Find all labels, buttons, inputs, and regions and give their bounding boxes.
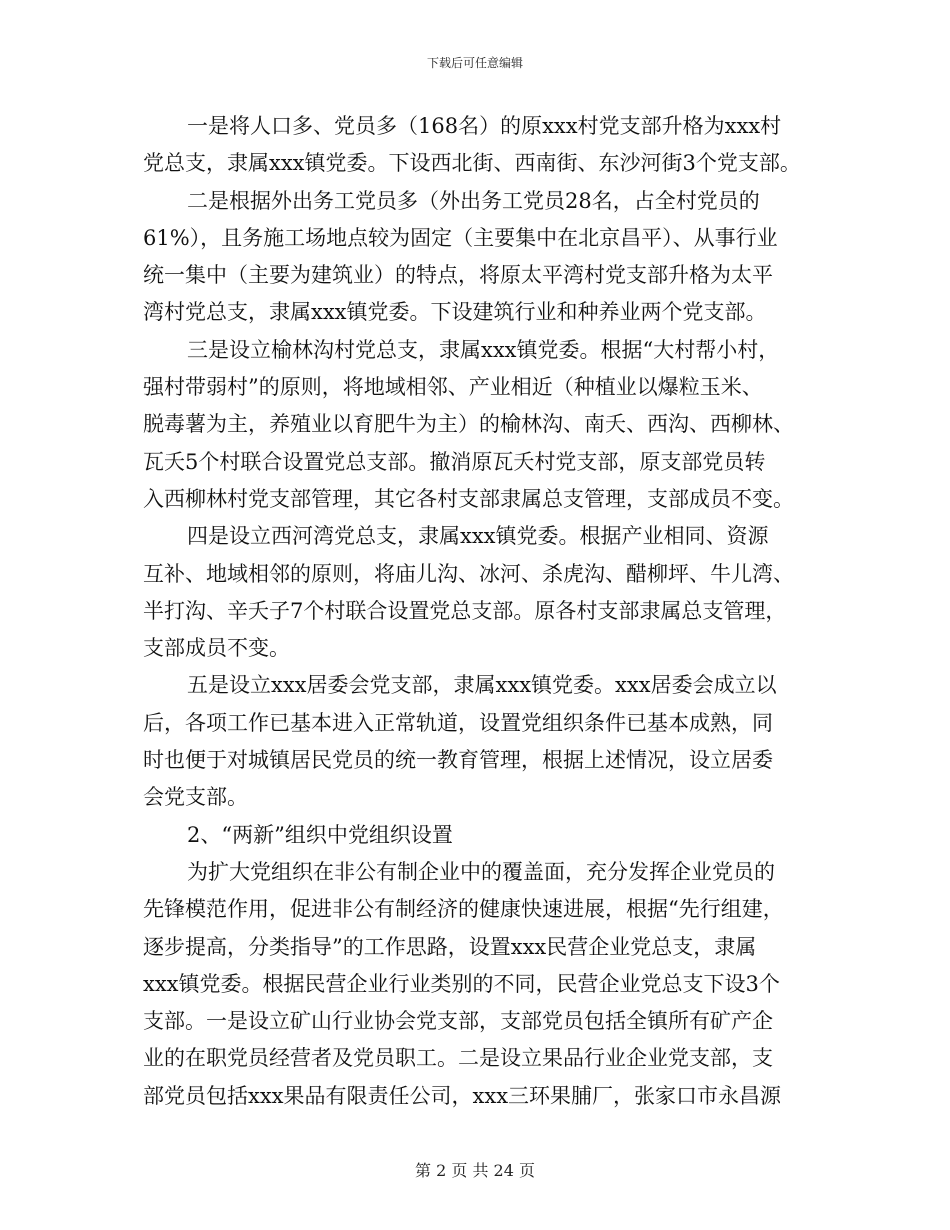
text-line: 支部。一是设立矿山行业协会党支部，支部党员包括全镇所有矿产企 xyxy=(143,1009,773,1034)
text-line: 2、“两新”组织中党组织设置 xyxy=(187,822,453,847)
text-line: 半打沟、辛夭子7个村联合设置党总支部。原各村支部隶属总支管理， xyxy=(143,598,787,623)
text-line: 四是设立西河湾党总支，隶属xxx镇党委。根据产业相同、资源 xyxy=(187,524,769,549)
text-line: 湾村党总支，隶属xxx镇党委。下设建筑行业和种养业两个党支部。 xyxy=(143,300,767,325)
text-line: 支部成员不变。 xyxy=(143,636,290,661)
text-line: 强村带弱村”的原则，将地域相邻、产业相近（种植业以爆粒玉米、 xyxy=(143,375,763,400)
text-line: 逐步提高，分类指导”的工作思路，设置xxx民营企业党总支，隶属 xyxy=(143,934,757,959)
text-line: 先锋模范作用，促进非公有制经济的健康快速进展，根据“先行组建， xyxy=(143,897,784,922)
text-line: 业的在职党员经营者及党员职工。二是设立果品行业企业党支部，支 xyxy=(143,1046,773,1071)
text-line: 互补、地域相邻的原则，将庙儿沟、冰河、杀虎沟、醋柳坪、牛儿湾、 xyxy=(143,561,794,586)
text-line: 脱毒薯为主，养殖业以育肥牛为主）的榆林沟、南夭、西沟、西柳林、 xyxy=(143,412,794,437)
text-line: 党总支，隶属xxx镇党委。下设西北街、西南街、东沙河街3个党支部。 xyxy=(143,151,801,176)
text-line: 会党支部。 xyxy=(143,785,248,810)
text-line: 部党员包括xxx果品有限责任公司，xxx三环果脯厂，张家口市永昌源 xyxy=(143,1083,782,1108)
text-line: 统一集中（主要为建筑业）的特点，将原太平湾村党支部升格为太平 xyxy=(143,263,773,288)
text-line: 二是根据外出务工党员多（外出务工党员28名，占全村党员的 xyxy=(187,188,760,213)
text-line: 入西柳林村党支部管理，其它各村支部隶属总支管理，支部成员不变。 xyxy=(143,486,794,511)
text-line: 时也便于对城镇居民党员的统一教育管理，根据上述情况，设立居委 xyxy=(143,748,773,773)
page-footer: 第 2 页 共 24 页 xyxy=(415,1161,535,1180)
body-text xyxy=(143,108,808,1115)
page-header: 下载后可任意编辑 xyxy=(426,56,523,70)
text-line: 瓦夭5个村联合设置党总支部。撤消原瓦夭村党支部，原支部党员转 xyxy=(143,449,766,474)
text-line: xxx镇党委。根据民营企业行业类别的不同，民营企业党总支下设3个 xyxy=(143,971,780,996)
text-line: 61%），且务施工场地点较为固定（主要集中在北京昌平）、从事行业 xyxy=(143,225,778,250)
text-line: 三是设立榆林沟村党总支，隶属xxx镇党委。根据“大村帮小村， xyxy=(187,337,780,362)
text-line: 一是将人口多、党员多（168名）的原xxx村党支部升格为xxx村 xyxy=(187,114,782,138)
text-line: 为扩大党组织在非公有制企业中的覆盖面，充分发挥企业党员的 xyxy=(187,859,775,884)
text-line: 后，各项工作已基本进入正常轨道，设置党组织条件已基本成熟，同 xyxy=(143,710,773,735)
text-line: 五是设立xxx居委会党支部，隶属xxx镇党委。xxx居委会成立以 xyxy=(187,673,777,698)
